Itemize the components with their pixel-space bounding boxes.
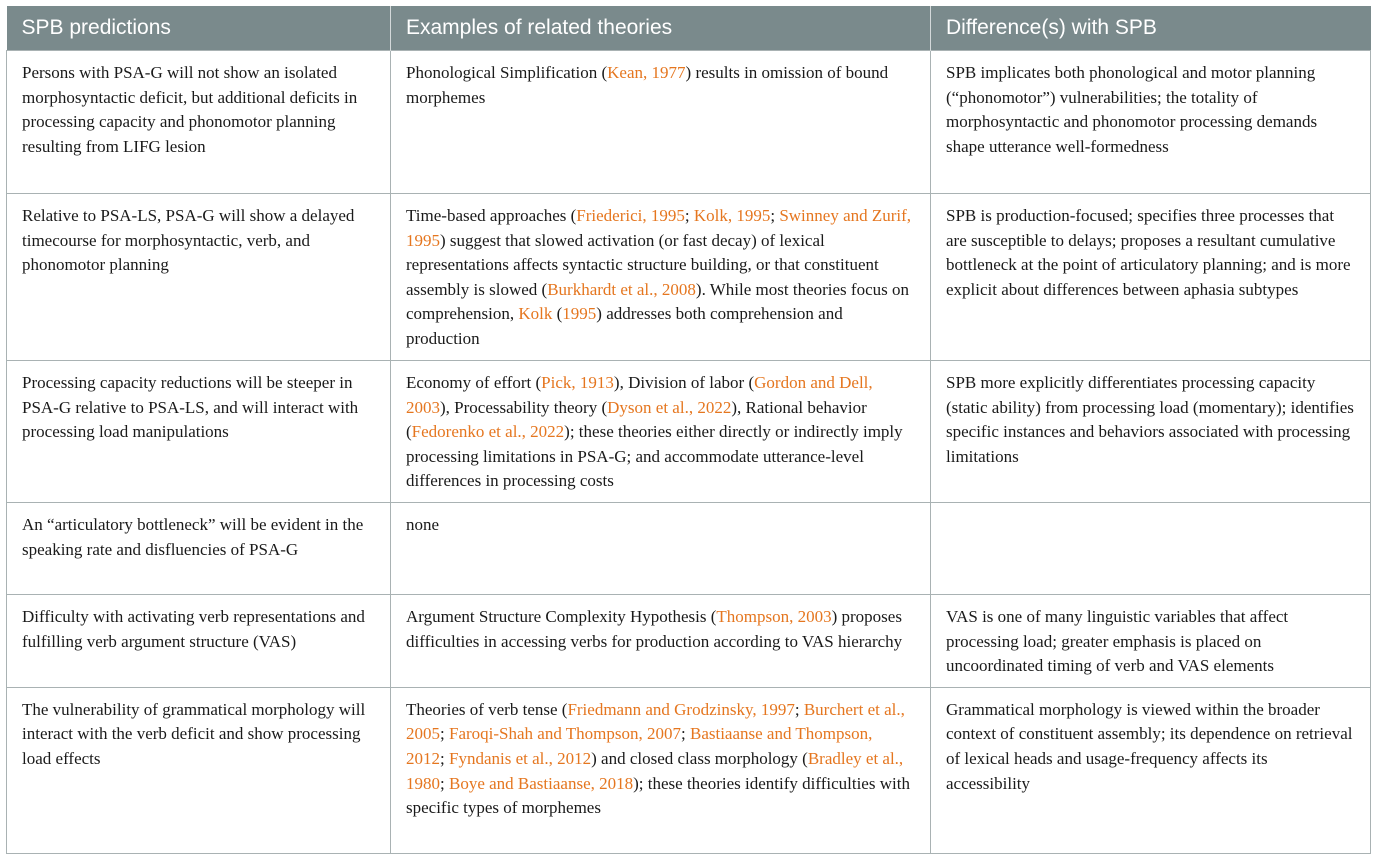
theory-text: Argument Structure Complexity Hypothesis ( <box>406 607 717 626</box>
citation-link[interactable]: Bradley et al., 1980 <box>406 748 904 793</box>
theory-text: ) proposes difficulties in accessing verbs for production according to VAS hierarchy <box>406 607 903 651</box>
theory-text: Time-based approaches ( <box>406 206 577 225</box>
difference-cell: SPB is production-focused; specifies three processes that are susceptible to delays; proposes a resultant cumulative bottleneck at the point of articulatory planning; and is more explicit about differences between aphasia subtypes <box>931 194 1371 361</box>
theories-cell <box>391 595 931 688</box>
prediction-cell: Processing capacity reductions will be steeper in PSA-G relative to PSA-LS, and will interact with processing load manipulations <box>7 361 391 503</box>
prediction-cell: Persons with PSA-G will not show an isolated morphosyntactic deficit, but additional deficits in processing capacity and phonomotor planning resulting from LIFG lesion <box>7 51 391 194</box>
prediction-cell: Difficulty with activating verb representations and fulfilling verb argument structure (VAS) <box>7 595 391 688</box>
header-related-theories: Examples of related theories <box>391 6 931 51</box>
table-row <box>7 687 1371 853</box>
theory-text: ; <box>440 724 449 744</box>
prediction-cell: The vulnerability of grammatical morphology will interact with the verb deficit and show processing load effects <box>7 687 391 853</box>
prediction-cell: Relative to PSA-LS, PSA-G will show a delayed timecourse for morphosyntactic, verb, and phonomotor planning <box>7 194 391 361</box>
theories-cell <box>391 194 931 361</box>
theory-text: Phonological Simplification ( <box>406 63 608 82</box>
theory-text: none <box>406 515 440 534</box>
theory-text: ), Processability theory ( <box>440 397 608 417</box>
theory-text: ; <box>440 773 449 793</box>
theory-text: ) addresses both comprehension and production <box>406 304 843 348</box>
difference-cell: Grammatical morphology is viewed within the broader context of constituent assembly; its dependence on retrieval of lexical heads and usage-frequency affects its accessibility <box>931 687 1371 853</box>
theory-text: Economy of effort ( <box>406 373 542 392</box>
header-row <box>7 6 1371 51</box>
citation-link[interactable]: Gordon and Dell, 2003 <box>406 373 873 417</box>
difference-cell: VAS is one of many linguistic variables that affect processing load; greater emphasis is placed on uncoordinated timing of verb and VAS elements <box>931 595 1371 688</box>
prediction-cell: An “articulatory bottleneck” will be evident in the speaking rate and disfluencies of PSA-G <box>7 503 391 595</box>
citation-link[interactable]: Kean, 1977 <box>607 63 686 82</box>
citation-link[interactable]: Bastiaanse and Thompson, 2012 <box>406 724 873 768</box>
citation-link[interactable]: Faroqi-Shah and Thompson, 2007 <box>448 724 681 744</box>
theories-cell <box>391 687 931 853</box>
citation-link[interactable]: Fedorenko et al., 2022 <box>411 422 565 442</box>
theories-cell <box>391 503 931 595</box>
theory-text: Theories of verb tense ( <box>406 699 568 719</box>
theory-text: ), Division of labor ( <box>613 373 755 392</box>
difference-cell <box>931 503 1371 595</box>
table-body <box>7 51 1371 854</box>
theory-text: ; <box>684 206 694 225</box>
theory-text: ( <box>552 304 563 324</box>
citation-link[interactable]: Fyndanis et al., 2012 <box>448 748 592 768</box>
table-row <box>7 503 1371 595</box>
citation-link[interactable]: Kolk <box>518 304 553 324</box>
table-row <box>7 194 1371 361</box>
table-header <box>7 6 1371 51</box>
table-row <box>7 595 1371 688</box>
citation-link[interactable]: Friederici, 1995 <box>576 206 685 225</box>
theory-text: ) and closed class morphology ( <box>591 748 808 768</box>
table-row <box>7 361 1371 503</box>
difference-cell: SPB more explicitly differentiates processing capacity (static ability) from processing load (momentary); identifies specific instances and behaviors associated with processing limitations <box>931 361 1371 503</box>
header-spb-predictions: SPB predictions <box>7 6 391 51</box>
citation-link[interactable]: Pick, 1913 <box>541 373 614 392</box>
theory-text: ). While most theories focus on comprehension, <box>406 279 909 324</box>
citation-link[interactable]: Kolk, 1995 <box>693 206 771 225</box>
header-differences: Difference(s) with SPB <box>931 6 1371 51</box>
theory-text: ; <box>770 206 780 225</box>
theory-text: ) suggest that slowed activation (or fast decay) of lexical representations affects syntactic structure building, or that constituent assembly is slowed ( <box>406 230 879 299</box>
citation-link[interactable]: Friedmann and Grodzinsky, 1997 <box>567 699 795 719</box>
citation-link[interactable]: Burkhardt et al., 2008 <box>547 279 696 299</box>
theories-cell <box>391 361 931 503</box>
comparison-table <box>6 6 1371 854</box>
table-row <box>7 51 1371 194</box>
theory-text: ; <box>681 724 690 744</box>
theories-cell <box>391 51 931 194</box>
theory-text: ); these theories identify difficulties with specific types of morphemes <box>406 773 910 818</box>
citation-link[interactable]: Dyson et al., 2022 <box>607 397 732 417</box>
theory-text: ) results in omission of bound morphemes <box>406 63 889 107</box>
citation-link[interactable]: Thompson, 2003 <box>716 607 832 626</box>
theory-text: ; <box>440 748 449 768</box>
citation-link[interactable]: Swinney and Zurif, 1995 <box>406 206 912 250</box>
difference-cell: SPB implicates both phonological and motor planning (“phonomotor”) vulnerabilities; the totality of morphosyntactic and phonomotor processing demands shape utterance well-formedness <box>931 51 1371 194</box>
theory-text: ), Rational behavior ( <box>406 397 867 442</box>
citation-link[interactable]: Burchert et al., 2005 <box>406 699 905 744</box>
theory-text: ; <box>794 699 804 719</box>
theory-text: ); these theories either directly or indirectly imply processing limitations in PSA-G; and accommodate utterance-level differences in processing costs <box>406 422 903 491</box>
citation-link[interactable]: Boye and Bastiaanse, 2018 <box>448 773 634 793</box>
citation-link[interactable]: 1995 <box>562 304 597 324</box>
